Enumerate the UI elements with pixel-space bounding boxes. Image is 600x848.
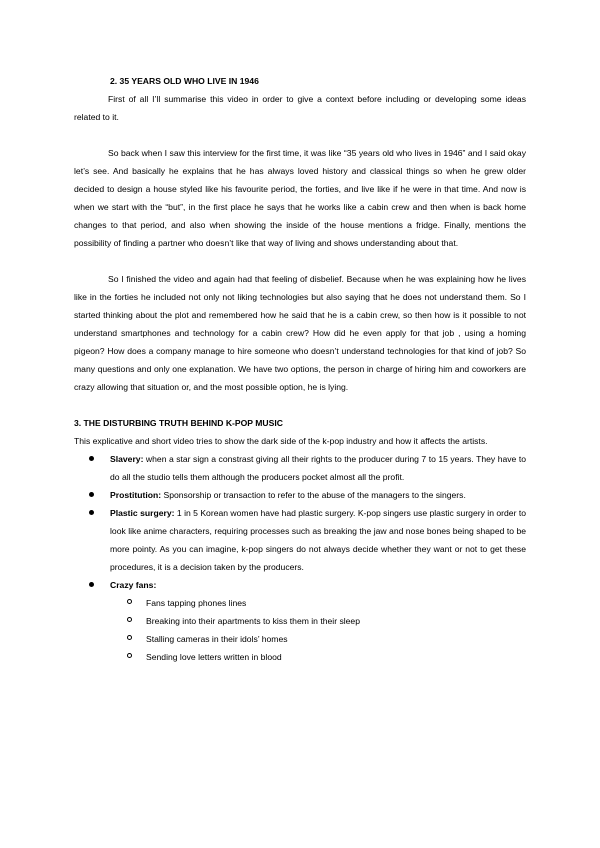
circle-bullet-icon: [127, 599, 132, 604]
sub-list-item: Stalling cameras in their idols’ homes: [110, 630, 526, 648]
crazy-fans-sublist: [110, 594, 526, 666]
bullet-icon: [89, 510, 94, 515]
bullet-icon: [89, 582, 94, 587]
section-2-summary-paragraph: First of all I’ll summarise this video in order to give a context before including or developing some ideas related to it.: [74, 94, 526, 122]
spacer: [74, 396, 526, 414]
list-item-plastic-surgery: [74, 504, 526, 576]
section-2-heading: 2. 35 YEARS OLD WHO LIVE IN 1946: [110, 76, 259, 86]
list-item-prostitution: [74, 486, 526, 504]
spacer: [74, 126, 526, 144]
section-2-interview-paragraph: So back when I saw this interview for the first time, it was like “35 years old who lives in 1946” and I said okay let’s see. And basically he explains that he has always loved history and classical things so when he grew older decided to design a house styled like his favourite period, the forties, and live like if he were in that time. And now is when we start with the “but”, in the first place he says that he works like a cabin crew and then when is back home changes to that period, and also when showing the inside of the house mentions a fridge. Finally, mentions the possibility of finding a partner who doesn’t like that way of living and shows understanding about that.: [74, 148, 526, 248]
circle-bullet-icon: [127, 653, 132, 658]
list-item-term: Slavery:: [110, 454, 144, 464]
section-3-heading: 3. THE DISTURBING TRUTH BEHIND K-POP MUSIC: [74, 418, 283, 428]
document-body: [74, 72, 526, 666]
list-item-text: Sponsorship or transaction to refer to the abuse of the managers to the singers.: [161, 490, 466, 500]
bullet-icon: [89, 492, 94, 497]
sub-list-item: Sending love letters written in blood: [110, 648, 526, 666]
list-item-slavery: [74, 450, 526, 486]
list-item-text: 1 in 5 Korean women have had plastic surgery. K-pop singers use plastic surgery in order to look like anime characters, requiring processes such as breaking the jaw and nose bones being shaped to be more pointy. As you can imagine, k-pop singers do not always decide whether they want or not to get these procedures, it is a decision taken by the producers.: [110, 508, 527, 572]
sub-list-item: Breaking into their apartments to kiss them in their sleep: [110, 612, 526, 630]
list-item-term: Prostitution:: [110, 490, 162, 500]
list-item-crazy-fans: [74, 576, 526, 666]
list-item-text: when a star sign a constrast giving all their rights to the producer during 7 to 15 years. They have to do all the studio tells them although the producers pocket almost all the profit.: [110, 454, 526, 482]
sub-list-item: Fans tapping phones lines: [110, 594, 526, 612]
section-2-disbelief-paragraph: So I finished the video and again had that feeling of disbelief. Because when he was explaining how he lives like in the forties he included not only not liking technologies but also saying that he does not understand them. So I started thinking about the plot and remembered how he said that he is a cabin crew, so then how is it possible to not understand smartphones and technology for a cabin crew? How did he even apply for that job , using a homing pigeon? How does a company manage to hire someone who doesn’t understand technologies for that kind of job? So many questions and only one explanation. We have two options, the person in charge of hiring him and coworkers are crazy allowing that situation or, and the most possible option, he is lying.: [74, 274, 526, 392]
section-3-intro-paragraph: This explicative and short video tries to show the dark side of the k-pop industry and how it affects the artists.: [74, 436, 488, 446]
list-item-term: Crazy fans:: [110, 580, 157, 590]
circle-bullet-icon: [127, 617, 132, 622]
spacer: [74, 252, 526, 270]
kpop-issues-list: [74, 450, 526, 666]
bullet-icon: [89, 456, 94, 461]
list-item-term: Plastic surgery:: [110, 508, 175, 518]
circle-bullet-icon: [127, 635, 132, 640]
